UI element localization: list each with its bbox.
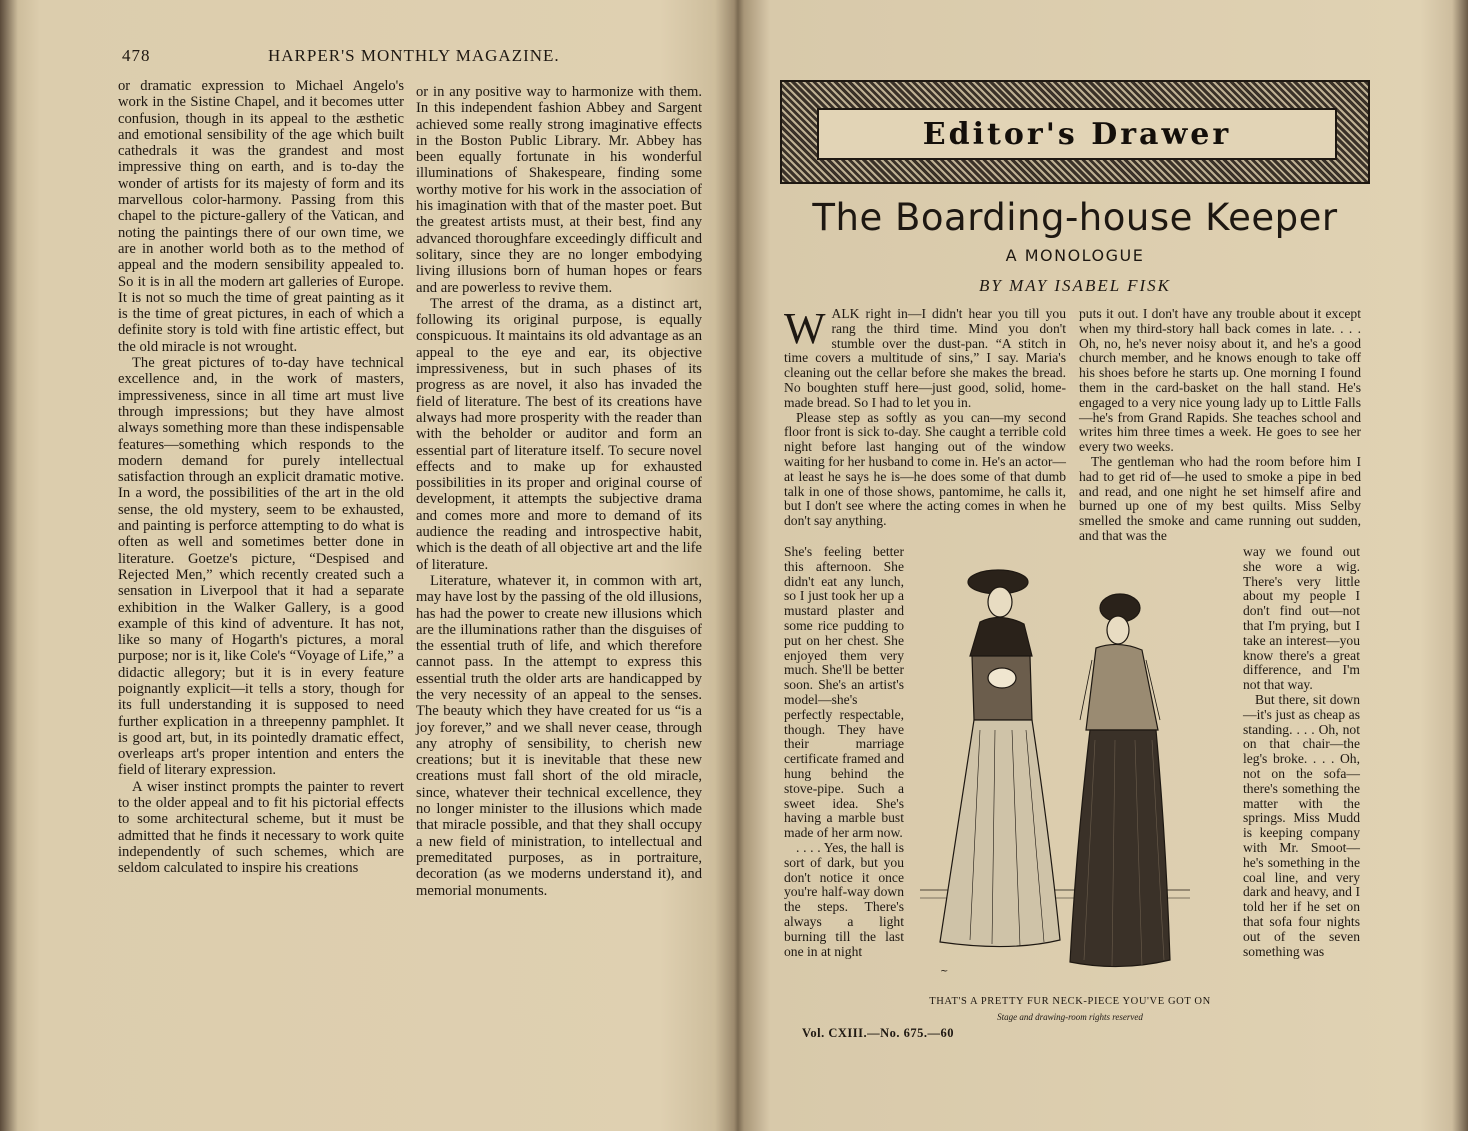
section-banner	[780, 80, 1370, 184]
paragraph	[784, 304, 1066, 411]
article-column-1-bottom	[784, 545, 904, 959]
illustration-caption: THAT'S A PRETTY FUR NECK-PIECE YOU'VE GOT ON	[929, 996, 1211, 1007]
paragraph: Literature, whatever it, in common with art, may have lost by the passing of the old illusions, has had the power to create new illusions which are the illuminations rather than the disguises of the essential truth of life, and which therefore cannot pass. In the attempt to express this essential truth the older arts are handicapped by the very necessity of an appeal to the senses. The beauty which they have created for us “is a joy forever,” and we shall never cease, through any atrophy of sensibility, to cherish new creations; but it is inevitable that these new creations must fall short of the old miracle, since, whatever their technical excellence, they no longer minister to the illusions which made that miracle possible, and that they shall occupy a new field of ministration, to intellectual and premeditated purposes, as in portraiture, decoration (as we moderns understand it), and memorial monuments.	[416, 572, 702, 899]
paragraph: The arrest of the drama, as a distinct art, following its original purpose, is equally conspicuous. It maintains its old advantage as an appeal to the eye and ear, its objective impressiveness, but in such phases of its progress as are novel, it also has invaded the field of literature. The best of its creations have always had more prosperity with the reader than with the beholder or auditor and form an essential part of literature itself. To secure novel effects and to make up for exhausted possibilities in its proper and original course of development, it attempts the subjective drama and comes more and more to demand of its audience the reading and introspective habit, which is the death of all objective art and the life of literature.	[416, 295, 702, 573]
paragraph: The great pictures of to-day have technical excellence and, in the work of masters, impressiveness, since in all time art must live through impressions; but they have almost always something more than these indispensable features—something which responds to the modern demand for purely intellectual satisfaction through an explicit dramatic motive. In a word, the possibilities of the art in the old sense, the old mystery, seem to be exhausted, and painting is perforce attempting to do what is often as well and sometimes better done in literature. Goetze's picture, “Despised and Rejected Men,” which recently created such a sensation in Liverpool that it had a separate exhibition in the Walker Gallery, is a good example of this kind of adventure. It has not, like so many of Hogarth's pictures, a moral purpose; nor is it, like Cole's “Voyage of Life,” a didactic allegory; but it is in every feature poignantly explicit—it tells a story, though for its full understanding it is supposed to need further explication in a threepenny pamphlet. It is good art, but, in its pointedly dramatic effect, overleaps art's proper intention and enters the field of literary expression.	[118, 355, 404, 779]
paragraph: But there, sit down—it's just as cheap as standing. . . . Oh, not on that chair—the leg's broke. . . . Oh, not on the sofa—there's something the matter with the springs. Miss Mudd is keeping company with Mr. Smoot—he's something in the coal line, and very dark and heavy, and I told her if he set on that sofa four nights out of the seven something was	[1243, 691, 1360, 959]
section-title: Editor's Drawer	[922, 116, 1232, 152]
paragraph: She's feeling better this afternoon. She didn't eat any lunch, so I just took her up a mustard plaster and some rice pudding to put on her chest. She enjoyed them very much. She'll be better soon. She's an artist's model—she's perfectly respectable, though. They have their marriage certificate framed and hung behind the stove-pipe. Such a sweet idea. She's having a marble bust made of her arm now.	[784, 544, 904, 841]
paragraph: puts it out. I don't have any trouble about it except when my third-story hall back comes in late. . . . Oh, no, he's never noisy about it, and he's a good church member, and he knows enough to take off his shoes before he starts up. One morning I found them in the card-basket on the hall stand. He's engaged to a very nice young lady up to Little Falls—he's from Grand Rapids. She teaches school and writes him three times a week. He goes to see her every two weeks.	[1079, 306, 1361, 455]
volume-folio: Vol. CXIII.—No. 675.—60	[802, 1026, 955, 1040]
article-column-2-bottom	[1243, 545, 1360, 959]
artist-signature: ~	[940, 966, 949, 977]
paragraph: The gentleman who had the room before him I had to get rid of—he used to smoke a pipe in bed and read, and one night he set himself afire and burned up one of my best quilts. Miss Selby smelled the smoke and came running out sudden, and that was the	[1079, 453, 1361, 543]
article-subtitle: A MONOLOGUE	[1005, 246, 1145, 265]
drop-cap: W	[784, 304, 826, 353]
article-column-1-top	[784, 304, 1066, 529]
paragraph: way we found out she wore a wig. There's very little about my people I don't find out—not that I'm prying, but I take an interest—you know there's a great difference, and I'm not that way.	[1243, 544, 1360, 693]
page-number: 478	[122, 46, 151, 65]
article-column-2-top	[1079, 307, 1361, 544]
illustration-two-women	[920, 560, 1190, 980]
running-head-title: HARPER'S MONTHLY MAGAZINE.	[268, 46, 560, 65]
right-page	[740, 0, 1468, 1131]
rights-notice: Stage and drawing-room rights reserved	[997, 1012, 1143, 1022]
article-title: The Boarding-house Keeper	[812, 196, 1338, 239]
paragraph: or dramatic expression to Michael Angelo's work in the Sistine Chapel, and it becomes utter confusion, though in its appeal to the æsthetic and emotional sensibility of the age which built cathedrals it was the grandest and most impressive thing on earth, and is to-day the wonder of artists for its majesty of form and its marvellous color-harmony. Passing from this chapel to the picture-gallery of the Vatican, and noting the paintings there of our own time, we are in another world both as to the method of appeal and the modern sensibility appealed to. So it is in all the modern art galleries of Europe. It is not so much the time of great painting as it is the time of great pictures, in each of which a definite story is told with fine artistic effect, but the old miracle is not wrought.	[118, 78, 404, 355]
paragraph: A wiser instinct prompts the painter to revert to the older appeal and to fit his pictorial effects to some architectural scheme, but it must be admitted that he finds it necessary to work quite independently of such schemes, which are seldom calculated to inspire his creations	[118, 778, 404, 877]
left-column-1	[118, 78, 404, 877]
article-byline: BY MAY ISABEL FISK	[979, 276, 1171, 295]
paragraph: . . . . Yes, the hall is sort of dark, but you don't notice it once you're half-way down the steps. There's always a light burning till the last one in at night	[784, 839, 904, 959]
paragraph: or in any positive way to harmonize with them. In this independent fashion Abbey and Sargent achieved some really strong imaginative effects in the Boston Public Library. Mr. Abbey has been equally fortunate in his wonderful illuminations of Shakespeare, finding some worthy motive for his work in the association of his imagination with that of the master poet. But the greatest artists must, at their best, find any advanced thoroughfare exceedingly difficult and solitary, since they are no longer embodying living illusions born of human hopes or fears and are powerless to revive them.	[416, 84, 702, 296]
banner-label-box	[817, 108, 1337, 160]
paragraph: Please step as softly as you can—my second floor front is sick to-day. She caught a terrible cold night before last hanging out of the window waiting for her husband to come in. He's an actor—at least he says he is—he does some of that dumb talk in one of those shows, pantomime, he calls it, but I don't see where the acting comes in when he don't say anything.	[784, 409, 1066, 529]
left-column-2	[416, 84, 702, 899]
paragraph-text: ALK right in—I didn't hear you till you rang the third time. Mind you don't stumble over the dust-pan. “A stitch in time covers a multitude of sins,” I say. Maria's cleaning out the cellar before she makes the bread. No boughten stuff here—just good, solid, home-made bread. So I had to let you in.	[784, 306, 1066, 410]
